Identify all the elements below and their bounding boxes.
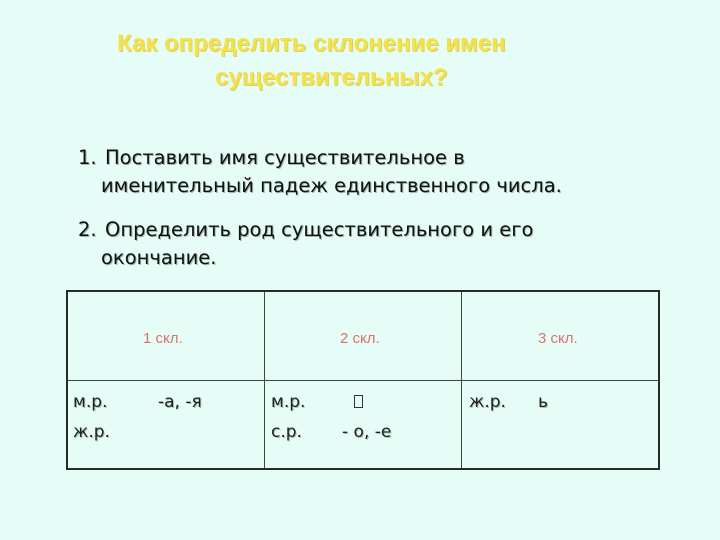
step-2-line-2: окончание. [101,246,217,269]
empty-box-icon [354,395,363,408]
title-line-2: существительных? [215,64,448,91]
col3-ending: ь [538,392,549,412]
col1-gender-line-2: ж.р. [73,422,110,442]
step-1-line-2: именительный падеж единственного числа. [101,174,562,197]
header-declension-3: 3 скл. [538,330,578,347]
table-column-divider-1 [264,292,265,468]
title-line-1: Как определить склонение имен [117,30,506,57]
declension-table [66,290,660,470]
table-row-divider [68,380,658,381]
col1-gender-line-1: м.р. [73,392,108,412]
col3-gender: ж.р. [469,392,506,412]
header-declension-2: 2 скл. [340,330,380,347]
step-2 [78,216,533,272]
table-column-divider-2 [461,292,462,468]
step-2-number: 2. [78,218,97,241]
col1-endings: -а, -я [158,392,202,412]
step-1-number: 1. [78,146,97,169]
step-1-line-1: Поставить имя существительное в [105,146,465,169]
col2-endings: - о, -е [342,422,392,442]
col2-gender-line-2: с.р. [271,422,302,442]
col2-symbol [354,389,363,415]
col2-gender-line-1: м.р. [271,392,306,412]
header-declension-1: 1 скл. [143,330,183,347]
step-2-line-1: Определить род существительного и его [105,218,534,241]
step-1 [78,144,562,200]
